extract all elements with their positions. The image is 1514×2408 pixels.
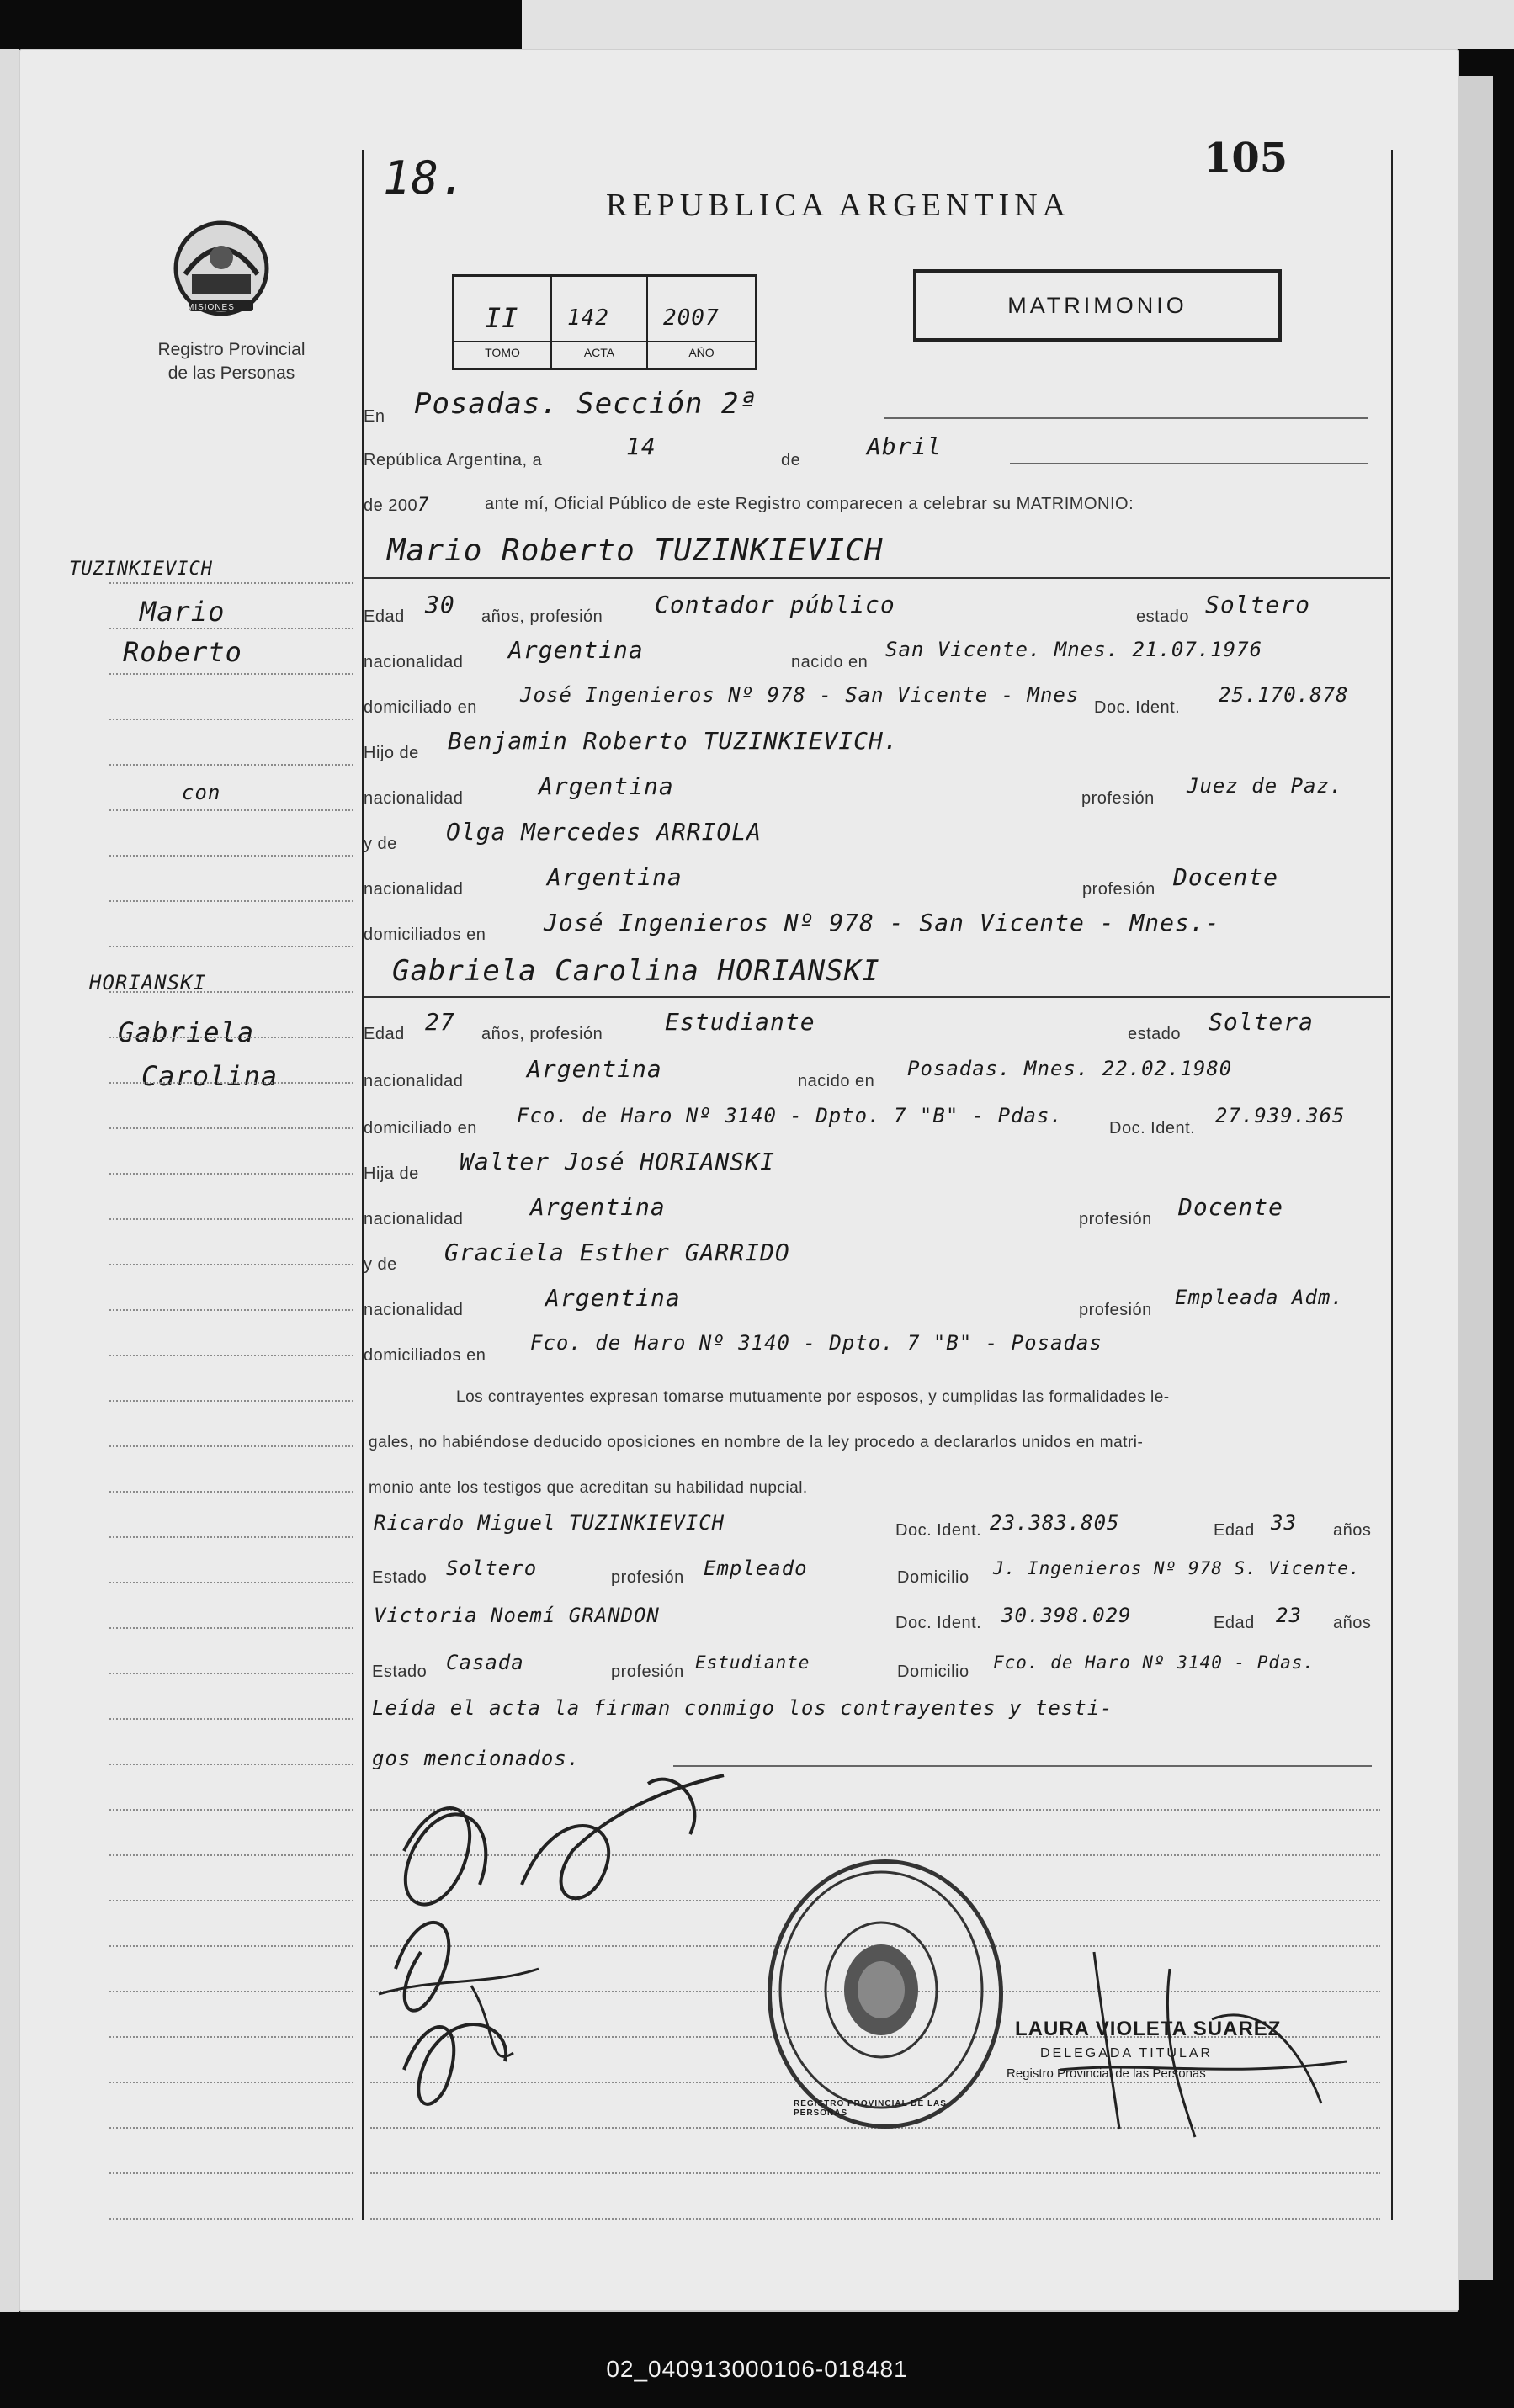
official-org-stamp: Registro Provincial de las Personas bbox=[1007, 2066, 1206, 2081]
margin-bride-name-2: Carolina bbox=[141, 1060, 279, 1092]
margin-ruled-line bbox=[109, 1491, 353, 1493]
witness-1-document: 23.383.805 bbox=[990, 1511, 1120, 1535]
registry-name-line1: Registro Provincial bbox=[157, 340, 305, 359]
seal-ring-text: REGISTRO PROVINCIAL DE LAS PERSONAS bbox=[794, 2099, 947, 2118]
book-top-edge bbox=[522, 0, 1514, 49]
closing-line-1: Leída el acta la firman conmigo los contrayentes y testi- bbox=[372, 1696, 1113, 1720]
groom-address: José Ingenieros Nº 978 - San Vicente - Mnes bbox=[520, 683, 1080, 707]
groom-nationality: Argentina bbox=[508, 636, 644, 664]
margin-ruled-line bbox=[109, 1809, 353, 1811]
margin-ruled-line bbox=[109, 1264, 353, 1265]
margin-ruled-line bbox=[109, 1945, 353, 1947]
year-prefix: de 2007 bbox=[364, 495, 430, 516]
margin-groom-surname: TUZINKIEVICH bbox=[69, 559, 213, 580]
margin-ruled-line bbox=[109, 1582, 353, 1583]
groom-mother-profession: Docente bbox=[1173, 863, 1279, 891]
bride-father-nationality: Argentina bbox=[530, 1193, 666, 1221]
bride-mother: Graciela Esther GARRIDO bbox=[444, 1238, 790, 1266]
tomo-label: TOMO bbox=[485, 346, 520, 359]
margin-ruled-line bbox=[109, 1673, 353, 1674]
groom-mother-nationality: Argentina bbox=[547, 863, 683, 891]
page-number: 105 bbox=[1203, 135, 1288, 182]
margin-ruled-line bbox=[109, 1037, 353, 1038]
margin-ruled-line bbox=[109, 2218, 353, 2220]
groom-parents-address: José Ingenieros Nº 978 - San Vicente - Mnes.- bbox=[544, 909, 1220, 936]
right-frame-line bbox=[1391, 150, 1393, 2220]
margin-ruled-line bbox=[109, 855, 353, 857]
closing-line-2: gos mencionados. bbox=[372, 1747, 581, 1770]
declaration-line-1: Los contrayentes expresan tomarse mutuamente por esposos, y cumplidas las formalidades le- bbox=[456, 1388, 1170, 1406]
bride-nationality: Argentina bbox=[527, 1055, 662, 1083]
official-signature bbox=[1044, 1935, 1363, 2154]
bride-mother-profession: Empleada Adm. bbox=[1175, 1286, 1344, 1309]
margin-ruled-line bbox=[109, 1127, 353, 1129]
margin-ruled-line bbox=[109, 1764, 353, 1765]
place-value: Posadas. Sección 2ª bbox=[414, 387, 757, 421]
witness-1-age: 33 bbox=[1271, 1511, 1297, 1535]
page-ruled-line bbox=[370, 2218, 1380, 2220]
acta-label: ACTA bbox=[583, 346, 615, 359]
witness-2-marital-status: Casada bbox=[446, 1651, 524, 1674]
margin-ruled-line bbox=[109, 628, 353, 629]
margin-ruled-line bbox=[109, 2036, 353, 2038]
de-label: de bbox=[781, 451, 801, 469]
margin-ruled-line bbox=[109, 1445, 353, 1447]
margin-ruled-line bbox=[109, 809, 353, 811]
margin-ruled-line bbox=[109, 1173, 353, 1175]
groom-mother: Olga Mercedes ARRIOLA bbox=[446, 818, 762, 846]
witness-2-name: Victoria Noemí GRANDON bbox=[374, 1604, 660, 1627]
groom-father-nationality: Argentina bbox=[539, 772, 674, 800]
day-value: 14 bbox=[626, 432, 656, 460]
margin-ruled-line bbox=[109, 2127, 353, 2129]
official-title-stamp: DELEGADA TITULAR bbox=[1040, 2046, 1214, 2061]
groom-document: 25.170.878 bbox=[1219, 683, 1349, 707]
bride-mother-nationality: Argentina bbox=[545, 1284, 681, 1312]
margin-ruled-line bbox=[109, 946, 353, 947]
tomo-value: II bbox=[485, 302, 519, 334]
official-seal-stamp bbox=[768, 1859, 1003, 2129]
bride-parents-address: Fco. de Haro Nº 3140 - Dpto. 7 "B" - Posadas bbox=[530, 1331, 1102, 1355]
page-title: REPUBLICA ARGENTINA bbox=[606, 188, 1071, 223]
margin-ruled-line bbox=[109, 1218, 353, 1220]
margin-ruled-line bbox=[109, 673, 353, 675]
groom-age: 30 bbox=[425, 591, 455, 618]
margin-groom-name-2: Roberto bbox=[123, 636, 242, 668]
groom-birthplace: San Vicente. Mnes. 21.07.1976 bbox=[885, 638, 1263, 661]
margin-ruled-line bbox=[109, 900, 353, 902]
anio-value: 2007 bbox=[663, 305, 720, 331]
acta-value: 142 bbox=[567, 305, 609, 331]
groom-full-name: Mario Roberto TUZINKIEVICH bbox=[387, 533, 884, 568]
groom-father: Benjamin Roberto TUZINKIEVICH. bbox=[448, 727, 899, 755]
bride-profession: Estudiante bbox=[665, 1008, 815, 1036]
month-value: Abril bbox=[867, 432, 943, 460]
margin-ruled-line bbox=[109, 1854, 353, 1856]
margin-ruled-line bbox=[109, 2172, 353, 2174]
margin-ruled-line bbox=[109, 764, 353, 766]
margin-ruled-line bbox=[109, 1309, 353, 1311]
bride-full-name: Gabriela Carolina HORIANSKI bbox=[392, 954, 880, 988]
margin-ruled-line bbox=[109, 2082, 353, 2083]
witness-2-document: 30.398.029 bbox=[1001, 1604, 1132, 1627]
witness-1-marital-status: Soltero bbox=[446, 1557, 538, 1580]
bride-birthplace: Posadas. Mnes. 22.02.1980 bbox=[907, 1057, 1233, 1080]
emblem-caption: MISIONES bbox=[187, 303, 235, 312]
bride-father-profession: Docente bbox=[1178, 1193, 1284, 1221]
margin-ruled-line bbox=[109, 1991, 353, 1992]
book-page-edges bbox=[1459, 76, 1493, 2280]
witness-2-age: 23 bbox=[1276, 1604, 1302, 1627]
corner-mark: 18. bbox=[383, 151, 468, 204]
anio-label: AÑO bbox=[688, 346, 715, 359]
declaration-line-2: gales, no habiéndose deducido oposiciones en nombre de la ley procedo a declararlos unidos en matri- bbox=[369, 1434, 1144, 1451]
witness-2-profession: Estudiante bbox=[695, 1652, 810, 1673]
margin-ruled-line bbox=[109, 991, 353, 993]
margin-ruled-line bbox=[109, 719, 353, 720]
image-id-caption: 02_040913000106-018481 bbox=[606, 2356, 908, 2382]
declaration-line-3: monio ante los testigos que acreditan su habilidad nupcial. bbox=[369, 1479, 808, 1497]
bride-age: 27 bbox=[425, 1008, 455, 1036]
margin-groom-name-1: Mario bbox=[140, 596, 226, 628]
groom-marital-status: Soltero bbox=[1205, 591, 1311, 618]
official-name-stamp: LAURA VIOLETA SUAREZ bbox=[1015, 2018, 1282, 2040]
margin-bride-name-1: Gabriela bbox=[118, 1016, 255, 1048]
registry-name-line2: de las Personas bbox=[167, 363, 295, 383]
margin-bride-surname: HORIANSKI bbox=[89, 971, 207, 994]
margin-ruled-line bbox=[109, 582, 353, 584]
witness-2-address: Fco. de Haro Nº 3140 - Pdas. bbox=[993, 1652, 1315, 1673]
groom-profession: Contador público bbox=[655, 591, 895, 618]
bride-address: Fco. de Haro Nº 3140 - Dpto. 7 "B" - Pdas. bbox=[517, 1104, 1063, 1127]
margin-ruled-line bbox=[109, 1627, 353, 1629]
appearance-statement: ante mí, Oficial Público de este Registro comparecen a celebrar su MATRIMONIO: bbox=[485, 495, 1134, 513]
margin-connector: con bbox=[182, 781, 221, 804]
margin-ruled-line bbox=[109, 1718, 353, 1720]
bride-marital-status: Soltera bbox=[1209, 1008, 1315, 1036]
bride-document: 27.939.365 bbox=[1215, 1104, 1346, 1127]
book-spine bbox=[0, 49, 19, 2312]
witness-1-profession: Empleado bbox=[704, 1557, 808, 1580]
republica-label: República Argentina, a bbox=[364, 451, 543, 469]
margin-ruled-line bbox=[109, 1400, 353, 1402]
groom-father-profession: Juez de Paz. bbox=[1187, 774, 1343, 798]
page-ruled-line bbox=[370, 2172, 1380, 2174]
document-type-box: MATRIMONIO bbox=[913, 269, 1282, 342]
margin-ruled-line bbox=[109, 1900, 353, 1901]
bride-father: Walter José HORIANSKI bbox=[460, 1148, 776, 1175]
record-number-box bbox=[452, 274, 757, 370]
margin-ruled-line bbox=[109, 1355, 353, 1356]
margin-ruled-line bbox=[109, 1536, 353, 1538]
margin-ruled-line bbox=[109, 1082, 353, 1084]
en-label: En bbox=[364, 407, 385, 426]
witness-1-address: J. Ingenieros Nº 978 S. Vicente. bbox=[993, 1558, 1361, 1578]
witness-1-name: Ricardo Miguel TUZINKIEVICH bbox=[374, 1511, 725, 1535]
